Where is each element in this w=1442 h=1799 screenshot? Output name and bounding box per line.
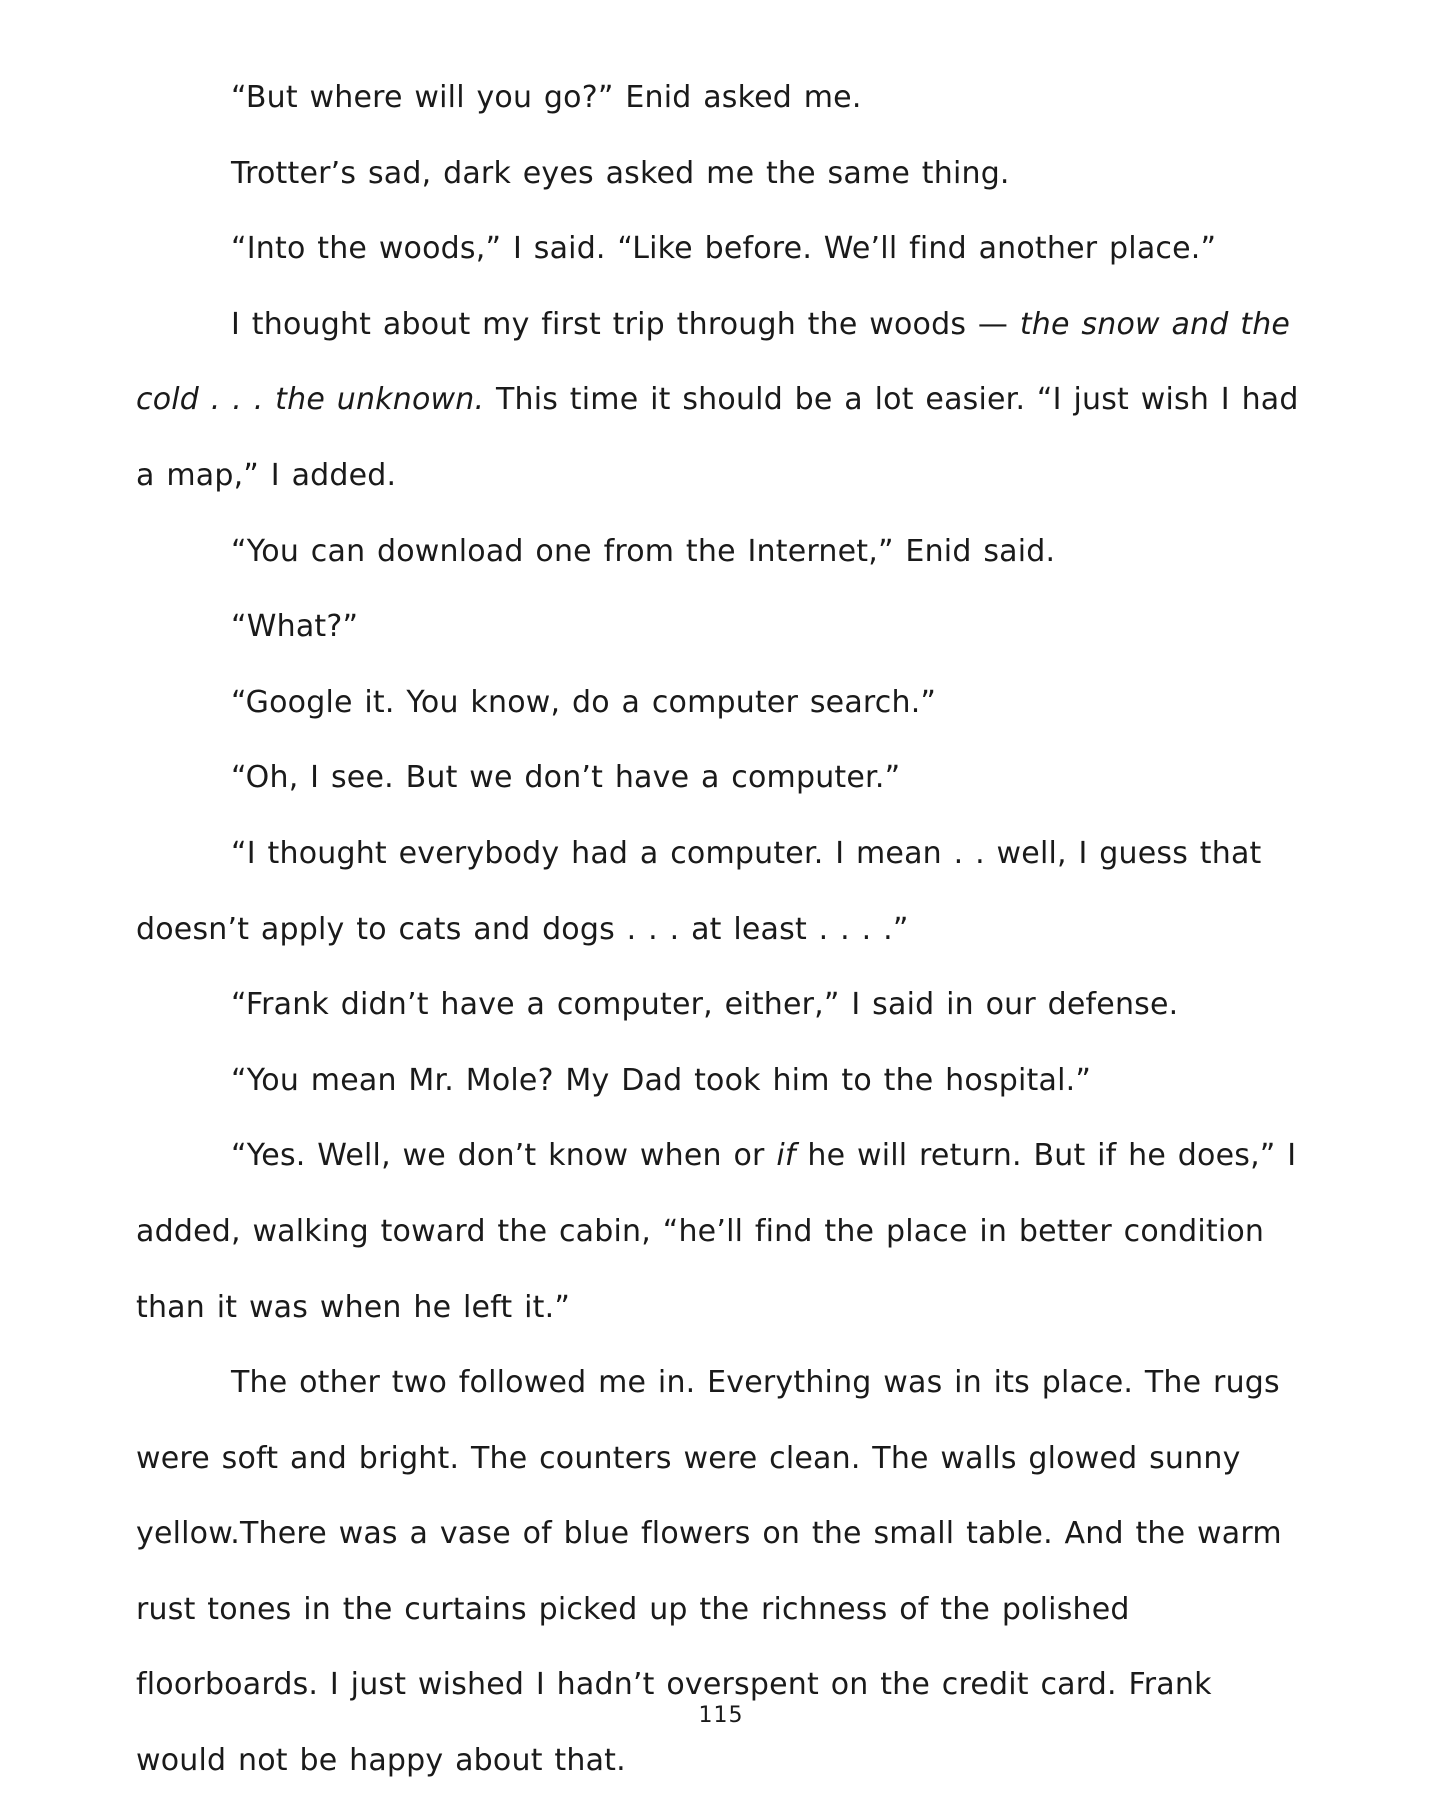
paragraph-6: “What?” — [231, 609, 359, 645]
paragraph-11: “You mean Mr. Mole? My Dad took him to the hospital.” — [231, 1062, 1092, 1098]
paragraph-4-italic: the snow and the cold . . . the unknown. — [136, 306, 1291, 418]
paragraph-4 — [136, 287, 1306, 514]
paragraph-1: “But where will you go?” Enid asked me. — [231, 80, 862, 115]
paragraph-13: The other two followed me in. Everything was in its place. The rugs were soft and bright. The counters were clean. The walls glowed sunny yellow.There was a vase of blue flowers on the small table. And the warm rust tones in the curtains picked up the richness of the polished floorboards. I just wished I hadn’t overspent on the credit card. Frank would not be happy about that. — [136, 1365, 1282, 1779]
paragraph-3: “Into the woods,” I said. “Like before. We’ll find another place.” — [231, 231, 1217, 267]
paragraph-10: “Frank didn’t have a computer, either,” I said in our defense. — [231, 987, 1179, 1023]
paragraph-12-italic: if — [776, 1138, 796, 1174]
paragraph-7: “Google it. You know, do a computer search.” — [231, 684, 937, 720]
paragraph-4-start: I thought about my first trip through the woods — — [231, 306, 1020, 342]
paragraph-9: “I thought everybody had a computer. I mean . . well, I guess that doesn’t apply to cats and dogs . . . at least . . . .” — [136, 835, 1262, 947]
paragraph-12-start: “Yes. Well, we don’t know when or — [231, 1138, 777, 1174]
paragraph-12-end: he will return. But if he does,” I added, walking toward the cabin, “he’ll find the place in better condition than it was when he left it.” — [136, 1138, 1297, 1325]
paragraph-2: Trotter’s sad, dark eyes asked me the same thing. — [231, 155, 1010, 191]
paragraph-4-end: This time it should be a lot easier. “I just wish I had a map,” I added. — [136, 382, 1299, 493]
page-number: 115 — [698, 1703, 744, 1728]
paragraph-5: “You can download one from the Internet,” Enid said. — [231, 533, 1056, 569]
body-text — [136, 60, 1306, 1799]
paragraph-12 — [136, 1118, 1306, 1345]
paragraph-8: “Oh, I see. But we don’t have a computer.” — [231, 760, 901, 796]
